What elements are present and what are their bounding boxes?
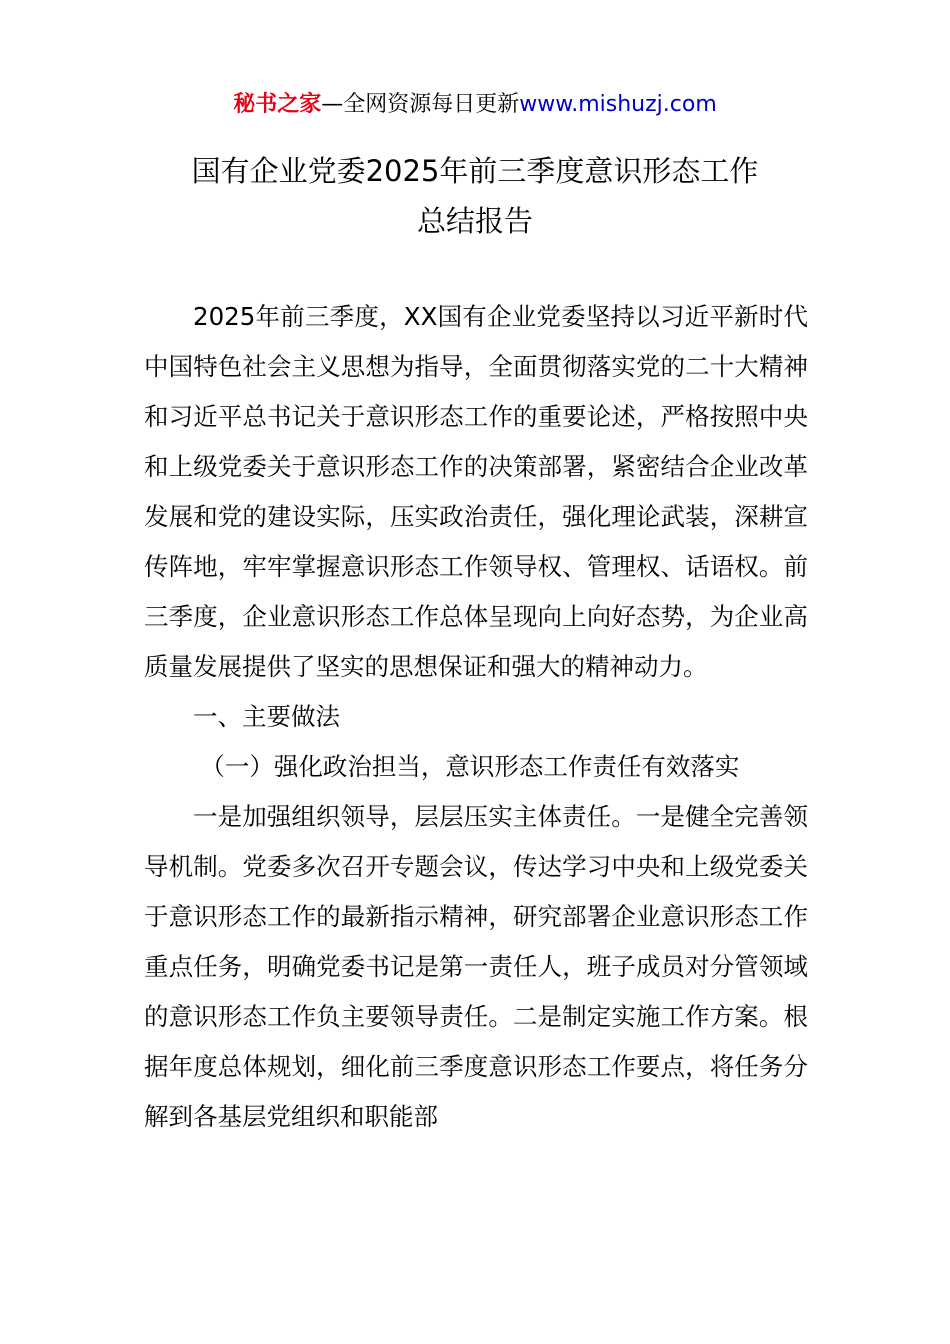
section-heading: 一、主要做法	[193, 702, 340, 731]
intro-paragraph: 2025年前三季度，XX国有企业党委坚持以习近平新时代中国特色社会主义思想为指导，全面贯彻落实党的二十大精神和习近平总书记关于意识形态工作的重要论述，严格按照中央和上级党委关于意识形态工作的决策部署，紧密结合企业改革发展和党的建设实际，压实政治责任，强化理论武装，深耕宣传阵地，牢牢掌握意识形态工作领导权、管理权、话语权。前三季度，企业意识形态工作总体呈现向上向好态势，为企业高质量发展提供了坚实的思想保证和强大的精神动力。	[144, 302, 808, 681]
site-url-link[interactable]: www.mishuzj.com	[519, 92, 717, 117]
brand-name: 秘书之家	[233, 92, 322, 117]
site-header	[0, 88, 950, 122]
document-body	[144, 292, 808, 1142]
document-title	[130, 146, 820, 246]
title-line-2: 总结报告	[416, 204, 533, 238]
header-tagline: —全网资源每日更新	[321, 92, 520, 117]
title-line-1: 国有企业党委2025年前三季度意识形态工作	[191, 154, 759, 188]
subsection-heading: （一）强化政治担当，意识形态工作责任有效落实	[200, 752, 740, 781]
body-paragraph: 一是加强组织领导，层层压实主体责任。一是健全完善领导机制。党委多次召开专题会议，传达学习中央和上级党委关于意识形态工作的最新指示精神，研究部署企业意识形态工作重点任务，明确党委书记是第一责任人，班子成员对分管领域的意识形态工作负主要领导责任。二是制定实施工作方案。根据年度总体规划，细化前三季度意识形态工作要点，将任务分解到各基层党组织和职能部	[144, 802, 808, 1131]
